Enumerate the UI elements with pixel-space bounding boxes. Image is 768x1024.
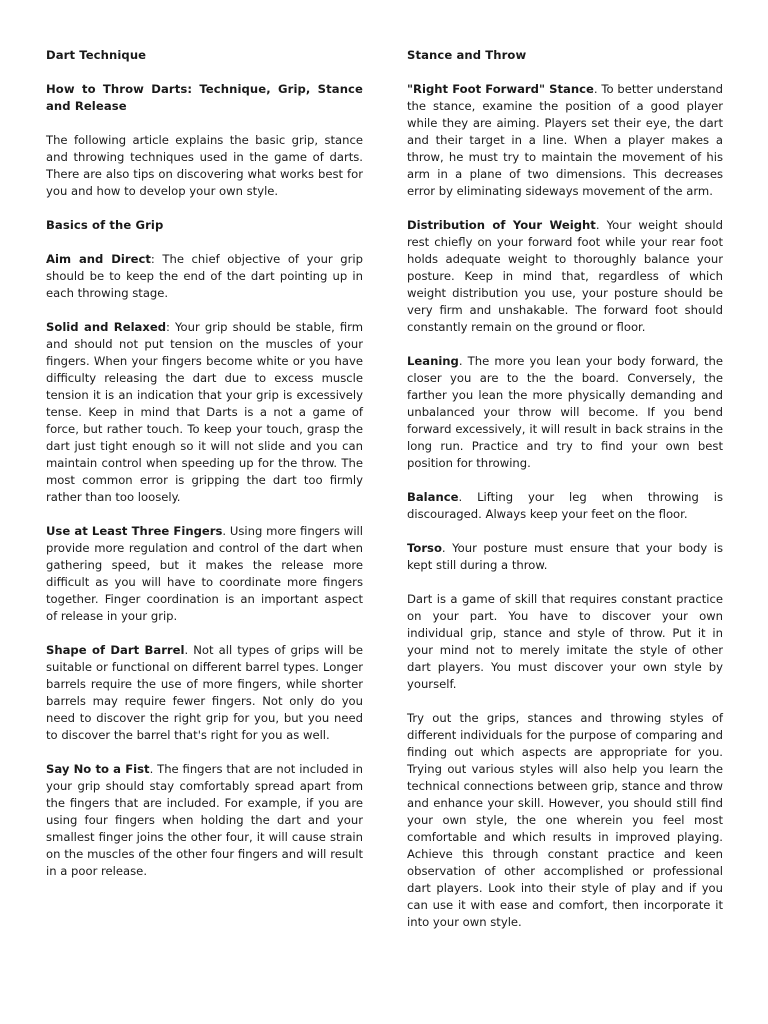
tip-text: : Your grip should be stable, firm and should not put tension on the muscles of your fingers. When your fingers become white or you have difficulty releasing the dart due to excess muscle tension it is an indication that your grip is excessively tense. Keep in mind that Darts is a not a game of force, but rather touch. To keep your touch, grasp the dart just tight enough so it will not slide and you can maintain control when speeding up for the throw. The most common error is gripping the dart too firmly rather than too loosely. (46, 320, 363, 504)
tip-text: . Your posture must ensure that your body is kept still during a throw. (407, 541, 723, 572)
tip-aim-and-direct (46, 251, 363, 302)
tip-three-fingers (46, 523, 363, 625)
tip-text: . Using more fingers will provide more regulation and control of the dart when gathering speed, but it makes the release more difficult as you will have to coordinate more fingers together. Finger coordination is an important aspect of release in your grip. (46, 524, 363, 623)
tip-solid-and-relaxed (46, 319, 363, 506)
tip-term: Balance (407, 490, 459, 504)
stance-section-heading: Stance and Throw (407, 48, 527, 62)
tip-text: . Your weight should rest chiefly on your forward foot while your rear foot holds adequate weight to thoroughly balance your posture. Keep in mind that, regardless of which weight distribution you use, your posture should be very firm and unshakable. The forward foot should constantly remain on the ground or floor. (407, 218, 723, 334)
tip-balance (407, 489, 723, 523)
grip-section-heading: Basics of the Grip (46, 218, 164, 232)
tip-text: . To better understand the stance, examine the position of a good player while they are aiming. Players set their eye, the dart and their target in a line. When a player makes a throw, he must try to maintain the movement of his arm in a plane of two dimensions. This decreases error by eliminating sideways movement of the arm. (407, 82, 723, 198)
tip-torso (407, 540, 723, 574)
tip-term: Say No to a Fist (46, 762, 150, 776)
tip-text: . The fingers that are not included in your grip should stay comfortably spread apart from the fingers that are included. For example, if you are using four fingers when holding the dart and your smallest finger joins the other four, it will cause strain on the muscles of the other four fingers and will result in a poor release. (46, 762, 363, 878)
document-title: Dart Technique (46, 48, 147, 62)
intro-paragraph: The following article explains the basic grip, stance and throwing techniques used in the game of darts. There are also tips on discovering what works best for you and how to develop your own style. (46, 133, 363, 198)
article-title: How to Throw Darts: Technique, Grip, Stance and Release (46, 82, 363, 113)
tip-term: Solid and Relaxed (46, 320, 167, 334)
styles-paragraph: Try out the grips, stances and throwing styles of different individuals for the purpose of comparing and finding out which aspects are appropriate for you. Trying out various styles will also help you learn the technical connections between grip, stance and throw and enhance your skill. However, you should still find your own style, the one wherein you feel most comfortable and which results in improved playing. Achieve this through constant practice and keen observation of other accomplished or professional dart players. Look into their style of play and if you can use it with ease and comfort, then incorporate it into your own style. (407, 711, 723, 929)
tip-term: Aim and Direct (46, 252, 151, 266)
skill-paragraph: Dart is a game of skill that requires constant practice on your part. You have to discover your own individual grip, stance and style of throw. Put it in your mind not to merely imitate the style of other dart players. You must discover your own style by yourself. (407, 592, 723, 691)
tip-no-fist (46, 761, 363, 880)
tip-text: : The chief objective of your grip should be to keep the end of the dart pointing up in each throwing stage. (46, 252, 363, 300)
tip-dart-barrel (46, 642, 363, 744)
tip-text: . Not all types of grips will be suitable or functional on different barrel types. Longer barrels require the use of more fingers, while shorter barrels may require fewer fingers. Not only do you need to discover the right grip for you, but you need to discover the barrel that's right for you as well. (46, 643, 363, 742)
tip-text: . The more you lean your body forward, the closer you are to the the board. Conversely, the farther you lean the more physically demanding and unbalanced your throw will become. If you bend forward excessively, it will result in back strains in the long run. Practice and try to find your own best position for throwing. (407, 354, 723, 470)
left-column (46, 47, 363, 897)
tip-term: Distribution of Your Weight (407, 218, 596, 232)
tip-term: Leaning (407, 354, 459, 368)
tip-text: . Lifting your leg when throwing is discouraged. Always keep your feet on the floor. (407, 490, 723, 521)
tip-leaning (407, 353, 723, 472)
tip-weight-distribution (407, 217, 723, 336)
tip-right-foot-forward (407, 81, 723, 200)
tip-term: "Right Foot Forward" Stance (407, 82, 594, 96)
tip-term: Torso (407, 541, 442, 555)
tip-term: Use at Least Three Fingers (46, 524, 223, 538)
tip-term: Shape of Dart Barrel (46, 643, 185, 657)
right-column (407, 47, 723, 948)
